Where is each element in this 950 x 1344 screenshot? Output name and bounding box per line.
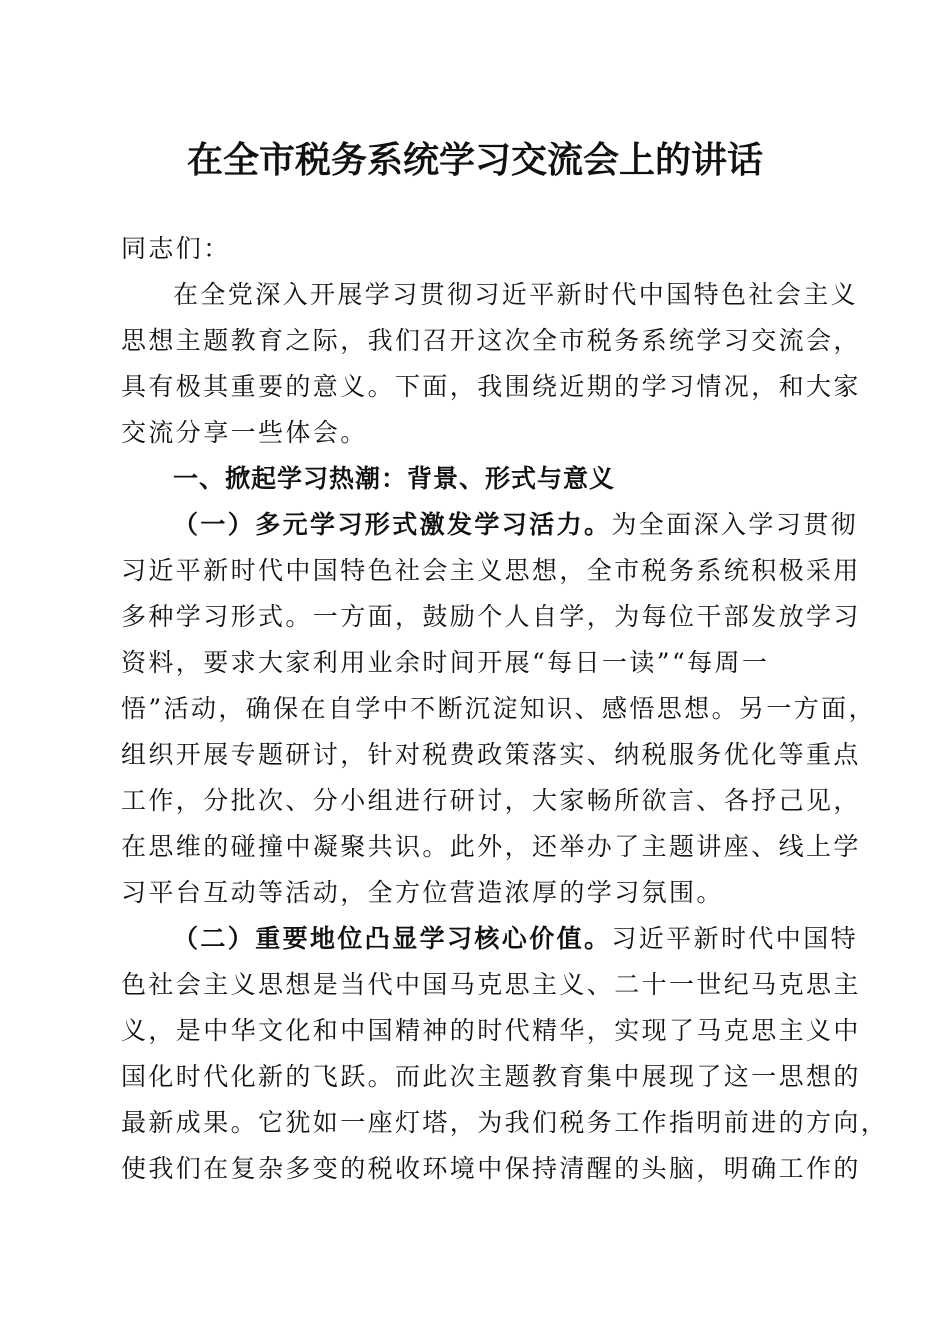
subsection-1-heading: （一）多元学习形式激发学习活力。 bbox=[173, 510, 612, 539]
subsection-1-line-2: 习近平新时代中国特色社会主义思想，全市税务系统积极采用 bbox=[121, 556, 861, 585]
paragraph-1-line-2: 思想主题教育之际，我们召开这次全市税务系统学习交流会， bbox=[121, 326, 861, 355]
document-body bbox=[121, 226, 889, 1192]
paragraph-1-line-3: 具有极其重要的意义。下面，我围绕近期的学习情况，和大家 bbox=[121, 372, 861, 401]
subsection-1-line-5: 悟”活动，确保在自学中不断沉淀知识、感悟思想。另一方面， bbox=[121, 694, 876, 723]
subsection-1-line-1-text: 为全面深入学习贯彻 bbox=[611, 510, 859, 539]
subsection-2-line-3: 义，是中华文化和中国精神的时代精华，实现了马克思主义中 bbox=[121, 1016, 861, 1045]
subsection-1-line-8: 在思维的碰撞中凝聚共识。此外，还举办了主题讲座、线上学 bbox=[121, 832, 861, 861]
subsection-1-line-7: 工作，分批次、分小组进行研讨，大家畅所欲言、各抒己见， bbox=[121, 786, 861, 815]
section-heading-1: 一、掀起学习热潮：背景、形式与意义 bbox=[173, 464, 616, 493]
subsection-1-line-3: 多种学习形式。一方面，鼓励个人自学，为每位干部发放学习 bbox=[121, 602, 861, 631]
subsection-2-heading: （二）重要地位凸显学习核心价值。 bbox=[173, 924, 612, 953]
subsection-2-line-1-text: 习近平新时代中国特 bbox=[611, 924, 859, 953]
subsection-2-line-5: 最新成果。它犹如一座灯塔，为我们税务工作指明前进的方向， bbox=[121, 1108, 889, 1137]
subsection-1-line-9: 习平台互动等活动，全方位营造浓厚的学习氛围。 bbox=[121, 878, 724, 907]
subsection-2-line-2: 色社会主义思想是当代中国马克思主义、二十一世纪马克思主 bbox=[121, 970, 861, 999]
subsection-1-line-4: 资料，要求大家利用业余时间开展“每日一读”“每周一 bbox=[121, 648, 770, 677]
subsection-1-line-6: 组织开展专题研讨，针对税费政策落实、纳税服务优化等重点 bbox=[121, 740, 861, 769]
document-title: 在全市税务系统学习交流会上的讲话 bbox=[186, 139, 763, 181]
paragraph-1-line-4: 交流分享一些体会。 bbox=[121, 418, 368, 447]
subsection-2-line-4: 国化时代化新的飞跃。而此次主题教育集中展现了这一思想的 bbox=[121, 1062, 861, 1091]
subsection-2-line-6: 使我们在复杂多变的税收环境中保持清醒的头脑，明确工作的 bbox=[121, 1154, 861, 1183]
subsection-1-line-1 bbox=[121, 502, 859, 548]
paragraph-1-line-1: 在全党深入开展学习贯彻习近平新时代中国特色社会主义 bbox=[173, 280, 859, 309]
subsection-2-line-1 bbox=[121, 916, 859, 962]
salutation: 同志们： bbox=[121, 234, 231, 263]
